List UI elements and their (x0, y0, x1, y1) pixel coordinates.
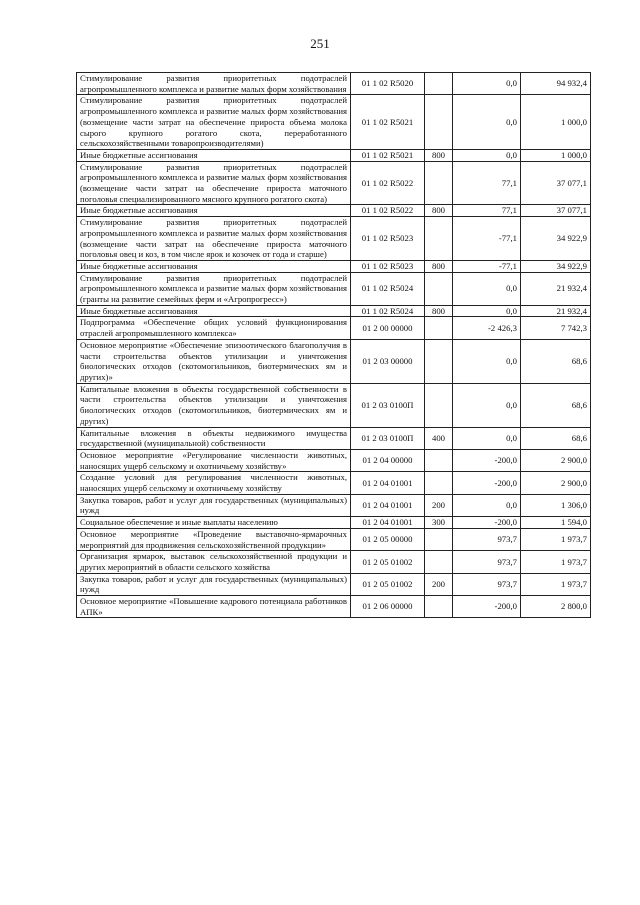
total-amount-cell: 34 922,9 (521, 260, 591, 272)
target-article-code-cell: 01 2 03 0100П (351, 427, 425, 449)
expense-name-cell: Организация ярмарок, выставок сельскохозяйственной продукции и других мероприятий в области сельского хозяйства (77, 551, 351, 573)
expense-kind-cell (425, 317, 453, 339)
expense-kind-cell (425, 383, 453, 427)
table-row (77, 95, 591, 150)
expense-kind-cell: 200 (425, 573, 453, 595)
table-row (77, 472, 591, 494)
page-number: 251 (310, 36, 330, 51)
expense-kind-cell: 800 (425, 260, 453, 272)
expense-kind-cell (425, 217, 453, 261)
total-amount-cell: 1 973,7 (521, 551, 591, 573)
target-article-code-cell: 01 1 02 R5024 (351, 272, 425, 305)
expense-kind-cell (425, 472, 453, 494)
expense-kind-cell: 400 (425, 427, 453, 449)
expense-kind-cell (425, 161, 453, 205)
expense-kind-cell (425, 551, 453, 573)
target-article-code-cell: 01 2 05 01002 (351, 551, 425, 573)
total-amount-cell: 21 932,4 (521, 272, 591, 305)
expense-name-cell: Стимулирование развития приоритетных подотраслей агропромышленного комплекса и развитие малых форм хозяйствования (возмещение части затрат на обеспечение прироста маточного поголовья специализированного мясного крупного рогатого скота) (77, 161, 351, 205)
total-amount-cell: 34 922,9 (521, 217, 591, 261)
expense-name-cell: Капитальные вложения в объекты государственной собственности в части строительства объектов утилизации и уничтожения биологических отходов (скотомогильников, биотермических ям и других) (77, 383, 351, 427)
change-amount-cell: -200,0 (453, 472, 521, 494)
expense-kind-cell (425, 95, 453, 150)
total-amount-cell: 1 306,0 (521, 494, 591, 516)
expense-kind-cell (425, 596, 453, 618)
target-article-code-cell: 01 1 02 R5023 (351, 260, 425, 272)
expense-name-cell: Основное мероприятие «Регулирование численности животных, наносящих ущерб сельскому и охотничьему хозяйству» (77, 449, 351, 471)
table-row (77, 149, 591, 161)
target-article-code-cell: 01 2 04 01001 (351, 517, 425, 529)
total-amount-cell: 21 932,4 (521, 305, 591, 317)
table-row (77, 596, 591, 618)
expense-name-cell: Иные бюджетные ассигнования (77, 260, 351, 272)
change-amount-cell: -2 426,3 (453, 317, 521, 339)
expense-name-cell: Стимулирование развития приоритетных подотраслей агропромышленного комплекса и развитие малых форм хозяйствования (возмещение части затрат на обеспечение прироста маточного поголовья овец и коз, в том числе ярок и козочек от года и старше) (77, 217, 351, 261)
target-article-code-cell: 01 1 02 R5023 (351, 217, 425, 261)
total-amount-cell: 1 000,0 (521, 149, 591, 161)
table-row (77, 494, 591, 516)
table-row (77, 260, 591, 272)
change-amount-cell: -200,0 (453, 517, 521, 529)
table-row (77, 305, 591, 317)
table-row (77, 449, 591, 471)
change-amount-cell: 0,0 (453, 494, 521, 516)
change-amount-cell: 973,7 (453, 573, 521, 595)
total-amount-cell: 1 973,7 (521, 573, 591, 595)
change-amount-cell: 973,7 (453, 528, 521, 550)
target-article-code-cell: 01 1 02 R5022 (351, 161, 425, 205)
change-amount-cell: 77,1 (453, 205, 521, 217)
change-amount-cell: 0,0 (453, 305, 521, 317)
change-amount-cell: -200,0 (453, 596, 521, 618)
total-amount-cell: 2 900,0 (521, 472, 591, 494)
total-amount-cell: 68,6 (521, 383, 591, 427)
change-amount-cell: 77,1 (453, 161, 521, 205)
table-row (77, 427, 591, 449)
target-article-code-cell: 01 2 06 00000 (351, 596, 425, 618)
expense-name-cell: Капитальные вложения в объекты недвижимого имущества государственной (муниципальной) собственности (77, 427, 351, 449)
change-amount-cell: 0,0 (453, 73, 521, 95)
table-row (77, 551, 591, 573)
table-row (77, 161, 591, 205)
table-row (77, 272, 591, 305)
expense-name-cell: Основное мероприятие «Обеспечение эпизоотического благополучия в части строительства объектов утилизации и уничтожения биологических отходов (скотомогильников, биотермических ям и других)» (77, 339, 351, 383)
change-amount-cell: 0,0 (453, 339, 521, 383)
expense-name-cell: Иные бюджетные ассигнования (77, 205, 351, 217)
table-row (77, 573, 591, 595)
budget-table-body (77, 73, 591, 618)
total-amount-cell: 37 077,1 (521, 161, 591, 205)
expense-kind-cell (425, 339, 453, 383)
target-article-code-cell: 01 2 04 01001 (351, 472, 425, 494)
total-amount-cell: 1 594,0 (521, 517, 591, 529)
target-article-code-cell: 01 2 00 00000 (351, 317, 425, 339)
expense-name-cell: Иные бюджетные ассигнования (77, 305, 351, 317)
expense-name-cell: Закупка товаров, работ и услуг для государственных (муниципальных) нужд (77, 573, 351, 595)
table-row (77, 528, 591, 550)
change-amount-cell: -200,0 (453, 449, 521, 471)
change-amount-cell: 973,7 (453, 551, 521, 573)
change-amount-cell: 0,0 (453, 383, 521, 427)
total-amount-cell: 68,6 (521, 427, 591, 449)
target-article-code-cell: 01 2 05 01002 (351, 573, 425, 595)
expense-kind-cell (425, 73, 453, 95)
expense-kind-cell: 300 (425, 517, 453, 529)
expense-kind-cell: 800 (425, 205, 453, 217)
expense-kind-cell (425, 272, 453, 305)
expense-kind-cell (425, 449, 453, 471)
target-article-code-cell: 01 2 04 01001 (351, 494, 425, 516)
table-row (77, 73, 591, 95)
table-row (77, 339, 591, 383)
change-amount-cell: 0,0 (453, 149, 521, 161)
total-amount-cell: 2 900,0 (521, 449, 591, 471)
expense-name-cell: Социальное обеспечение и иные выплаты населению (77, 517, 351, 529)
target-article-code-cell: 01 1 02 R5022 (351, 205, 425, 217)
target-article-code-cell: 01 1 02 R5024 (351, 305, 425, 317)
expense-kind-cell (425, 528, 453, 550)
table-row (77, 517, 591, 529)
expense-name-cell: Закупка товаров, работ и услуг для государственных (муниципальных) нужд (77, 494, 351, 516)
total-amount-cell: 1 973,7 (521, 528, 591, 550)
total-amount-cell: 68,6 (521, 339, 591, 383)
target-article-code-cell: 01 2 03 0100П (351, 383, 425, 427)
total-amount-cell: 7 742,3 (521, 317, 591, 339)
table-row (77, 205, 591, 217)
expense-name-cell: Основное мероприятие «Повышение кадрового потенциала работников АПК» (77, 596, 351, 618)
target-article-code-cell: 01 2 03 00000 (351, 339, 425, 383)
target-article-code-cell: 01 1 02 R5021 (351, 149, 425, 161)
change-amount-cell: 0,0 (453, 272, 521, 305)
expense-name-cell: Стимулирование развития приоритетных подотраслей агропромышленного комплекса и развитие малых форм хозяйствования (возмещение части затрат на обеспечение прироста объема молока сырого крупного рогатого скота, переработанного сельскохозяйственными товаропроизводителями) (77, 95, 351, 150)
table-row (77, 317, 591, 339)
target-article-code-cell: 01 2 04 00000 (351, 449, 425, 471)
change-amount-cell: -77,1 (453, 260, 521, 272)
total-amount-cell: 94 932,4 (521, 73, 591, 95)
change-amount-cell: 0,0 (453, 427, 521, 449)
expense-kind-cell: 200 (425, 494, 453, 516)
total-amount-cell: 1 000,0 (521, 95, 591, 150)
expense-name-cell: Стимулирование развития приоритетных подотраслей агропромышленного комплекса и развитие малых форм хозяйствования (77, 73, 351, 95)
change-amount-cell: 0,0 (453, 95, 521, 150)
target-article-code-cell: 01 2 05 00000 (351, 528, 425, 550)
change-amount-cell: -77,1 (453, 217, 521, 261)
table-row (77, 217, 591, 261)
expense-name-cell: Стимулирование развития приоритетных подотраслей агропромышленного комплекса и развитие малых форм хозяйствования (гранты на развитие семейных ферм и «Агропрогресс») (77, 272, 351, 305)
expense-name-cell: Подпрограмма «Обеспечение общих условий функционирования отраслей агропромышленного комплекса» (77, 317, 351, 339)
expense-name-cell: Основное мероприятие «Проведение выставочно-ярмарочных мероприятий для продвижения сельскохозяйственной продукции» (77, 528, 351, 550)
table-row (77, 383, 591, 427)
budget-table (76, 72, 591, 618)
target-article-code-cell: 01 1 02 R5020 (351, 73, 425, 95)
expense-kind-cell: 800 (425, 149, 453, 161)
total-amount-cell: 37 077,1 (521, 205, 591, 217)
expense-kind-cell: 800 (425, 305, 453, 317)
expense-name-cell: Создание условий для регулирования численности животных, наносящих ущерб сельскому и охотничьему хозяйству (77, 472, 351, 494)
expense-name-cell: Иные бюджетные ассигнования (77, 149, 351, 161)
total-amount-cell: 2 800,0 (521, 596, 591, 618)
target-article-code-cell: 01 1 02 R5021 (351, 95, 425, 150)
